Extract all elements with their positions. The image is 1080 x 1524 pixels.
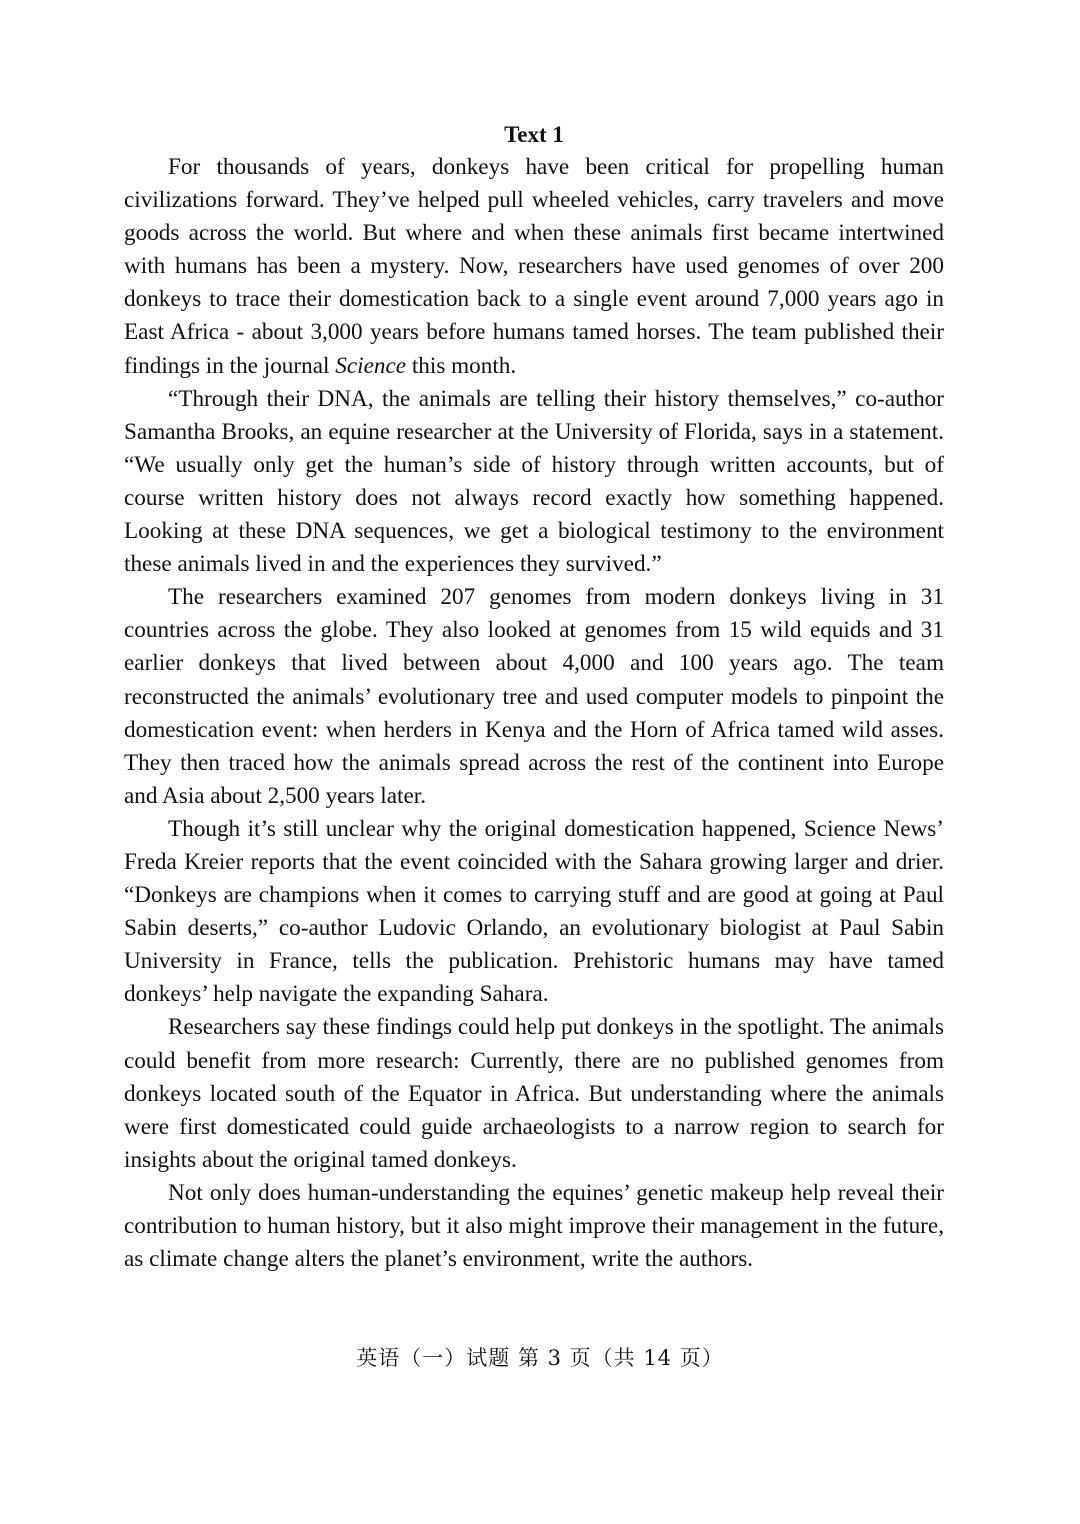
page-footer: 英语（一）试题 第 3 页（共 14 页） — [356, 1346, 724, 1370]
paragraph-1-text: For thousands of years, donkeys have been critical for propelling human civilizations forward. They’ve helped pull wheeled vehicles, carry travelers and move goods across the world. But where and when these animals first became intertwined with humans has been a mystery. Now, researchers have used genomes of over 200 donkeys to trace their domestication back to a single event around 7,000 years ago in East Africa - about 3,000 years before humans tamed horses. The team published their findings in the journal — [124, 154, 944, 379]
document-body — [124, 118, 944, 1276]
paragraph-2: “Through their DNA, the animals are telling their history themselves,” co-author Samantha Brooks, an equine researcher at the University of Florida, says in a statement. “We usually only get the human’s side of history through written accounts, but of course written history does not always record exactly how something happened. Looking at these DNA sequences, we get a biological testimony to the environment these animals lived in and the experiences they survived.” — [124, 385, 944, 578]
paragraph-4: Though it’s still unclear why the original domestication happened, Science News’ Freda Kreier reports that the event coincided with the Sahara growing larger and drier. “Donkeys are champions when it comes to carrying stuff and are good at going at Paul Sabin deserts,” co-author Ludovic Orlando, an evolutionary biologist at Paul Sabin University in France, tells the publication. Prehistoric humans may have tamed donkeys’ help navigate the expanding Sahara. — [124, 815, 944, 1008]
paragraph-1-text-end: this month. — [406, 352, 517, 379]
paragraph-3: The researchers examined 207 genomes from modern donkeys living in 31 countries across the globe. They also looked at genomes from 15 wild equids and 31 earlier donkeys that lived between about 4,000 and 100 years ago. The team reconstructed the animals’ evolutionary tree and used computer models to pinpoint the domestication event: when herders in Kenya and the Horn of Africa tamed wild asses. They then traced how the animals spread across the rest of the continent into Europe and Asia about 2,500 years later. — [124, 584, 944, 809]
paragraph-1 — [124, 151, 944, 383]
paragraph-5: Researchers say these findings could help put donkeys in the spotlight. The animals could benefit from more research: Currently, there are no published genomes from donkeys located south of the Equator in Africa. But understanding where the animals were first domesticated could guide archaeologists to a narrow region to search for insights about the original tamed donkeys. — [124, 1014, 944, 1173]
journal-name: Science — [335, 352, 407, 379]
page-title: Text 1 — [504, 122, 564, 147]
paragraph-6: Not only does human-understanding the equines’ genetic makeup help reveal their contribution to human history, but it also might improve their management in the future, as climate change alters the planet’s environment, write the authors. — [124, 1179, 944, 1273]
